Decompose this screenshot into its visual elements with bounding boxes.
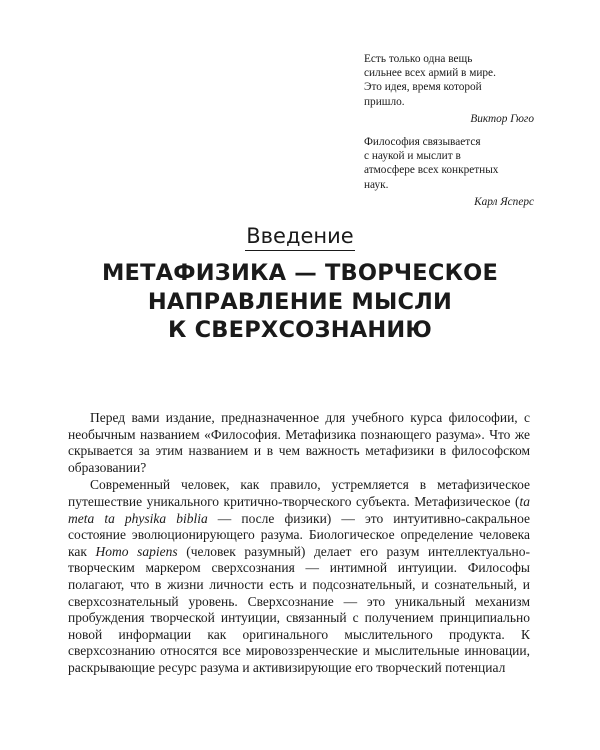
epigraph-line: атмосфере всех конкретных: [364, 164, 499, 177]
chapter-title-line: К СВЕРХСОЗНАНИЮ: [167, 317, 433, 343]
section-label-text: Введение: [245, 223, 354, 251]
latin-term: Homo sapiens: [95, 543, 178, 559]
paragraph: Современный человек, как правило, устремляется в метафизическое путешествие уникального критично-творческого субъекта. Метафизическое (ta meta ta physika biblia — после физики) — это интуитивно-сакральное состояние эволюционирующего разума. Биологическое определение человека как Homo sapiens (человек разумный) делает его разум интеллектуально-творческим маркером сверхсознания — интимной интуиции. Философы полагают, что в жизни личности есть и подсознательный, и сознательный, и сверхсознательный уровень. Сверхсознание — это уникальный механизм пробуждения творческой интуиции, связанный с получением принципиально новой информации как оригинального мыслительного продукта. К сверхсознанию относятся все мировоззренческие и мыслительные инновации, раскрывающие ресурс разума и активизирующие его творческий потенциал: [68, 477, 531, 675]
epigraph-line: наук.: [364, 178, 389, 191]
epigraph-author: Виктор Гюго: [470, 112, 534, 125]
epigraph-line: пришло.: [364, 95, 405, 108]
section-label: [0, 223, 600, 251]
epigraph-author: Карл Ясперс: [474, 195, 534, 208]
chapter-title-line: НАПРАВЛЕНИЕ МЫСЛИ: [147, 288, 453, 315]
epigraph-jaspers: [364, 135, 534, 209]
chapter-title: [0, 259, 600, 345]
epigraph-line: Философия связывается: [364, 136, 481, 148]
paragraph: Перед вами издание, предназначенное для учебного курса философии, с необычным названием «Философия. Метафизика познающего разума». Что же скрывается за этим названием и в чем важность метафизики в философском образовании?: [68, 410, 530, 475]
epigraph-line: сильнее всех армий в мире.: [364, 67, 496, 80]
latin-term: ta meta ta physika biblia: [68, 493, 530, 526]
epigraph-line: с наукой и мыслит в: [364, 150, 461, 163]
epigraph-hugo: [364, 52, 534, 126]
body-text: [68, 410, 530, 678]
epigraph-line: Есть только одна вещь: [364, 53, 473, 65]
epigraph-line: Это идея, время которой: [364, 81, 482, 94]
chapter-title-line: МЕТАФИЗИКА — ТВОРЧЕСКОЕ: [101, 260, 499, 286]
